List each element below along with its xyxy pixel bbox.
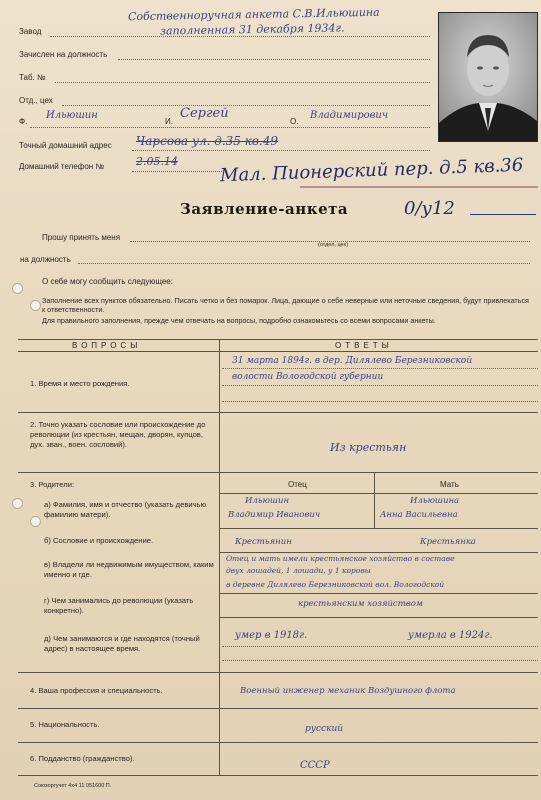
answer-4: Военный инженер механик Воздушного флота (240, 686, 456, 696)
value-phone: 2.05.14 (136, 155, 178, 168)
answer-6: СССР (300, 760, 330, 771)
row-border (18, 472, 538, 473)
intro-dolzhnost: на должность (20, 255, 71, 264)
value-name: Сергей (180, 106, 229, 121)
label-f: Ф. (19, 117, 28, 126)
punch-hole (30, 300, 41, 311)
table-divider (219, 339, 220, 775)
question-1: 1. Время и место рождения. (30, 379, 130, 388)
answer-3a-father-surname: Ильюшин (245, 496, 290, 506)
field-line (55, 82, 430, 83)
answer-3d-father: умер в 1918г. (235, 630, 308, 641)
answer-5: русский (305, 724, 344, 734)
answer-line (222, 368, 538, 369)
answer-line (222, 385, 538, 386)
col-father: Отец (288, 480, 307, 489)
field-line (30, 127, 430, 128)
answer-3d-mother: умерла в 1924г. (408, 630, 493, 641)
field-line (62, 105, 430, 106)
parents-divider (374, 472, 375, 528)
answer-3a-mother-surname: Ильюшина (410, 496, 460, 506)
answer-1-line1: 31 марта 1894г. в дер. Дилялево Березниковской (232, 356, 473, 366)
row-border (219, 617, 538, 618)
question-4: 4. Ваша профессия и специальность. (30, 686, 163, 695)
field-line (132, 171, 222, 172)
label-tab: Таб. № (19, 73, 46, 82)
field-line (118, 59, 430, 60)
question-3v: в) Владели ли недвижимым имуществом, каким именно и где. (44, 560, 214, 579)
red-underline (300, 186, 538, 188)
portrait-photo (438, 12, 538, 142)
field-line (50, 36, 430, 37)
row-border (18, 742, 538, 743)
label-zachislen: Зачислен на должность (19, 50, 108, 59)
label-otd: Отд., цех (19, 96, 53, 105)
col-questions: ВОПРОСЫ (72, 341, 142, 350)
field-line (132, 150, 430, 151)
handwritten-header-line1: Собственноручная анкета С.В.Ильюшина (127, 5, 380, 24)
instruction-note-2: Для правильного заполнения, прежде чем отвечать на вопросы, подробно ознакомьтесь со всеми вопросами анкеты. (42, 316, 436, 325)
answer-3a-mother-name: Анна Васильевна (380, 510, 458, 520)
label-phone: Домашний телефон № (19, 162, 105, 171)
punch-hole (12, 498, 23, 509)
answer-3a-father-name: Владимир Иванович (228, 510, 321, 520)
answer-2: Из крестьян (330, 441, 407, 454)
question-2: 2. Точно указать сословие или происхождение до революции (из крестьян, мещан, дворян, купцов, дух. зван., воен. сословий). (30, 420, 206, 449)
row-border (219, 493, 538, 494)
intro-prinyat: Прошу принять меня (42, 233, 121, 242)
value-new-address: Мал. Пионерский пер. д.5 кв.36 (219, 154, 524, 187)
value-patronymic: Владимирович (310, 110, 389, 121)
instruction-note-1: Заполнение всех пунктов обязательно. Писать четко и без помарок. Лица, дающие о себе неверные или неточные сведения, будут привлекаться к ответственности. (42, 296, 529, 314)
value-address: Чарсова ул. д.35 кв.49 (136, 134, 278, 148)
printer-footer: Союзоргучет 4х4 11 051600 П. (34, 783, 112, 789)
label-i: И. (165, 117, 173, 126)
answer-1-line2: волости Вологодской губернии (232, 372, 384, 382)
row-border (219, 528, 538, 529)
label-address: Точный домашний адрес (19, 141, 112, 150)
table-border (18, 351, 538, 352)
row-border (219, 593, 538, 594)
row-border (18, 708, 538, 709)
handwritten-header-line2: заполненная 31 декабря 1934г. (159, 21, 345, 38)
row-border (219, 552, 538, 553)
question-3b: б) Сословие и происхождение. (44, 536, 154, 545)
answer-3v-line3: в деревне Дилялево Березниковской вол. Вологодской (226, 580, 445, 589)
row-border (18, 672, 538, 673)
answer-3b-mother: Крестьянка (420, 537, 476, 547)
question-6: 6. Подданство (гражданство). (30, 754, 135, 763)
question-5: 5. Национальность. (30, 720, 100, 729)
label-o: О. (290, 117, 299, 126)
col-answers: ОТВЕТЫ (335, 341, 393, 350)
question-3d: д) Чем занимаются и где находятся (точный адрес) в настоящее время. (44, 634, 200, 653)
punch-hole (30, 516, 41, 527)
row-border (18, 412, 538, 413)
answer-line (222, 646, 538, 647)
field-line (78, 263, 530, 264)
value-surname: Ильюшин (46, 110, 98, 121)
question-3a: а) Фамилия, имя и отчество (указать девичью фамилию матери). (44, 500, 207, 519)
page-title: Заявление-анкета (180, 200, 349, 218)
answer-line (222, 401, 538, 402)
question-3g: г) Чем занимались до революции (указать конкретно). (44, 596, 194, 615)
answer-line (222, 660, 538, 661)
question-3: 3. Родители: (30, 480, 75, 489)
col-mother: Мать (440, 480, 459, 489)
answer-3g: крестьянским хозяйством (298, 599, 423, 609)
intro-otdel-cex: (отдел, цех) (318, 242, 349, 248)
label-zavod: Завод (19, 27, 42, 36)
table-border (18, 339, 538, 340)
answer-3v-line1: Отец и мать имели крестьянское хозяйство в составе (226, 554, 455, 563)
answer-3b-father: Крестьянин (235, 537, 292, 547)
punch-hole (12, 283, 23, 294)
handwritten-stamp: 0/у12 (404, 198, 455, 219)
answer-3v-line2: двух лошадей, 1 лошади, у 1 коровы (226, 566, 371, 575)
row-border (18, 775, 538, 776)
intro-soobshchit: О себе могу сообщить следующее: (42, 277, 173, 286)
stamp-signature (470, 214, 536, 215)
